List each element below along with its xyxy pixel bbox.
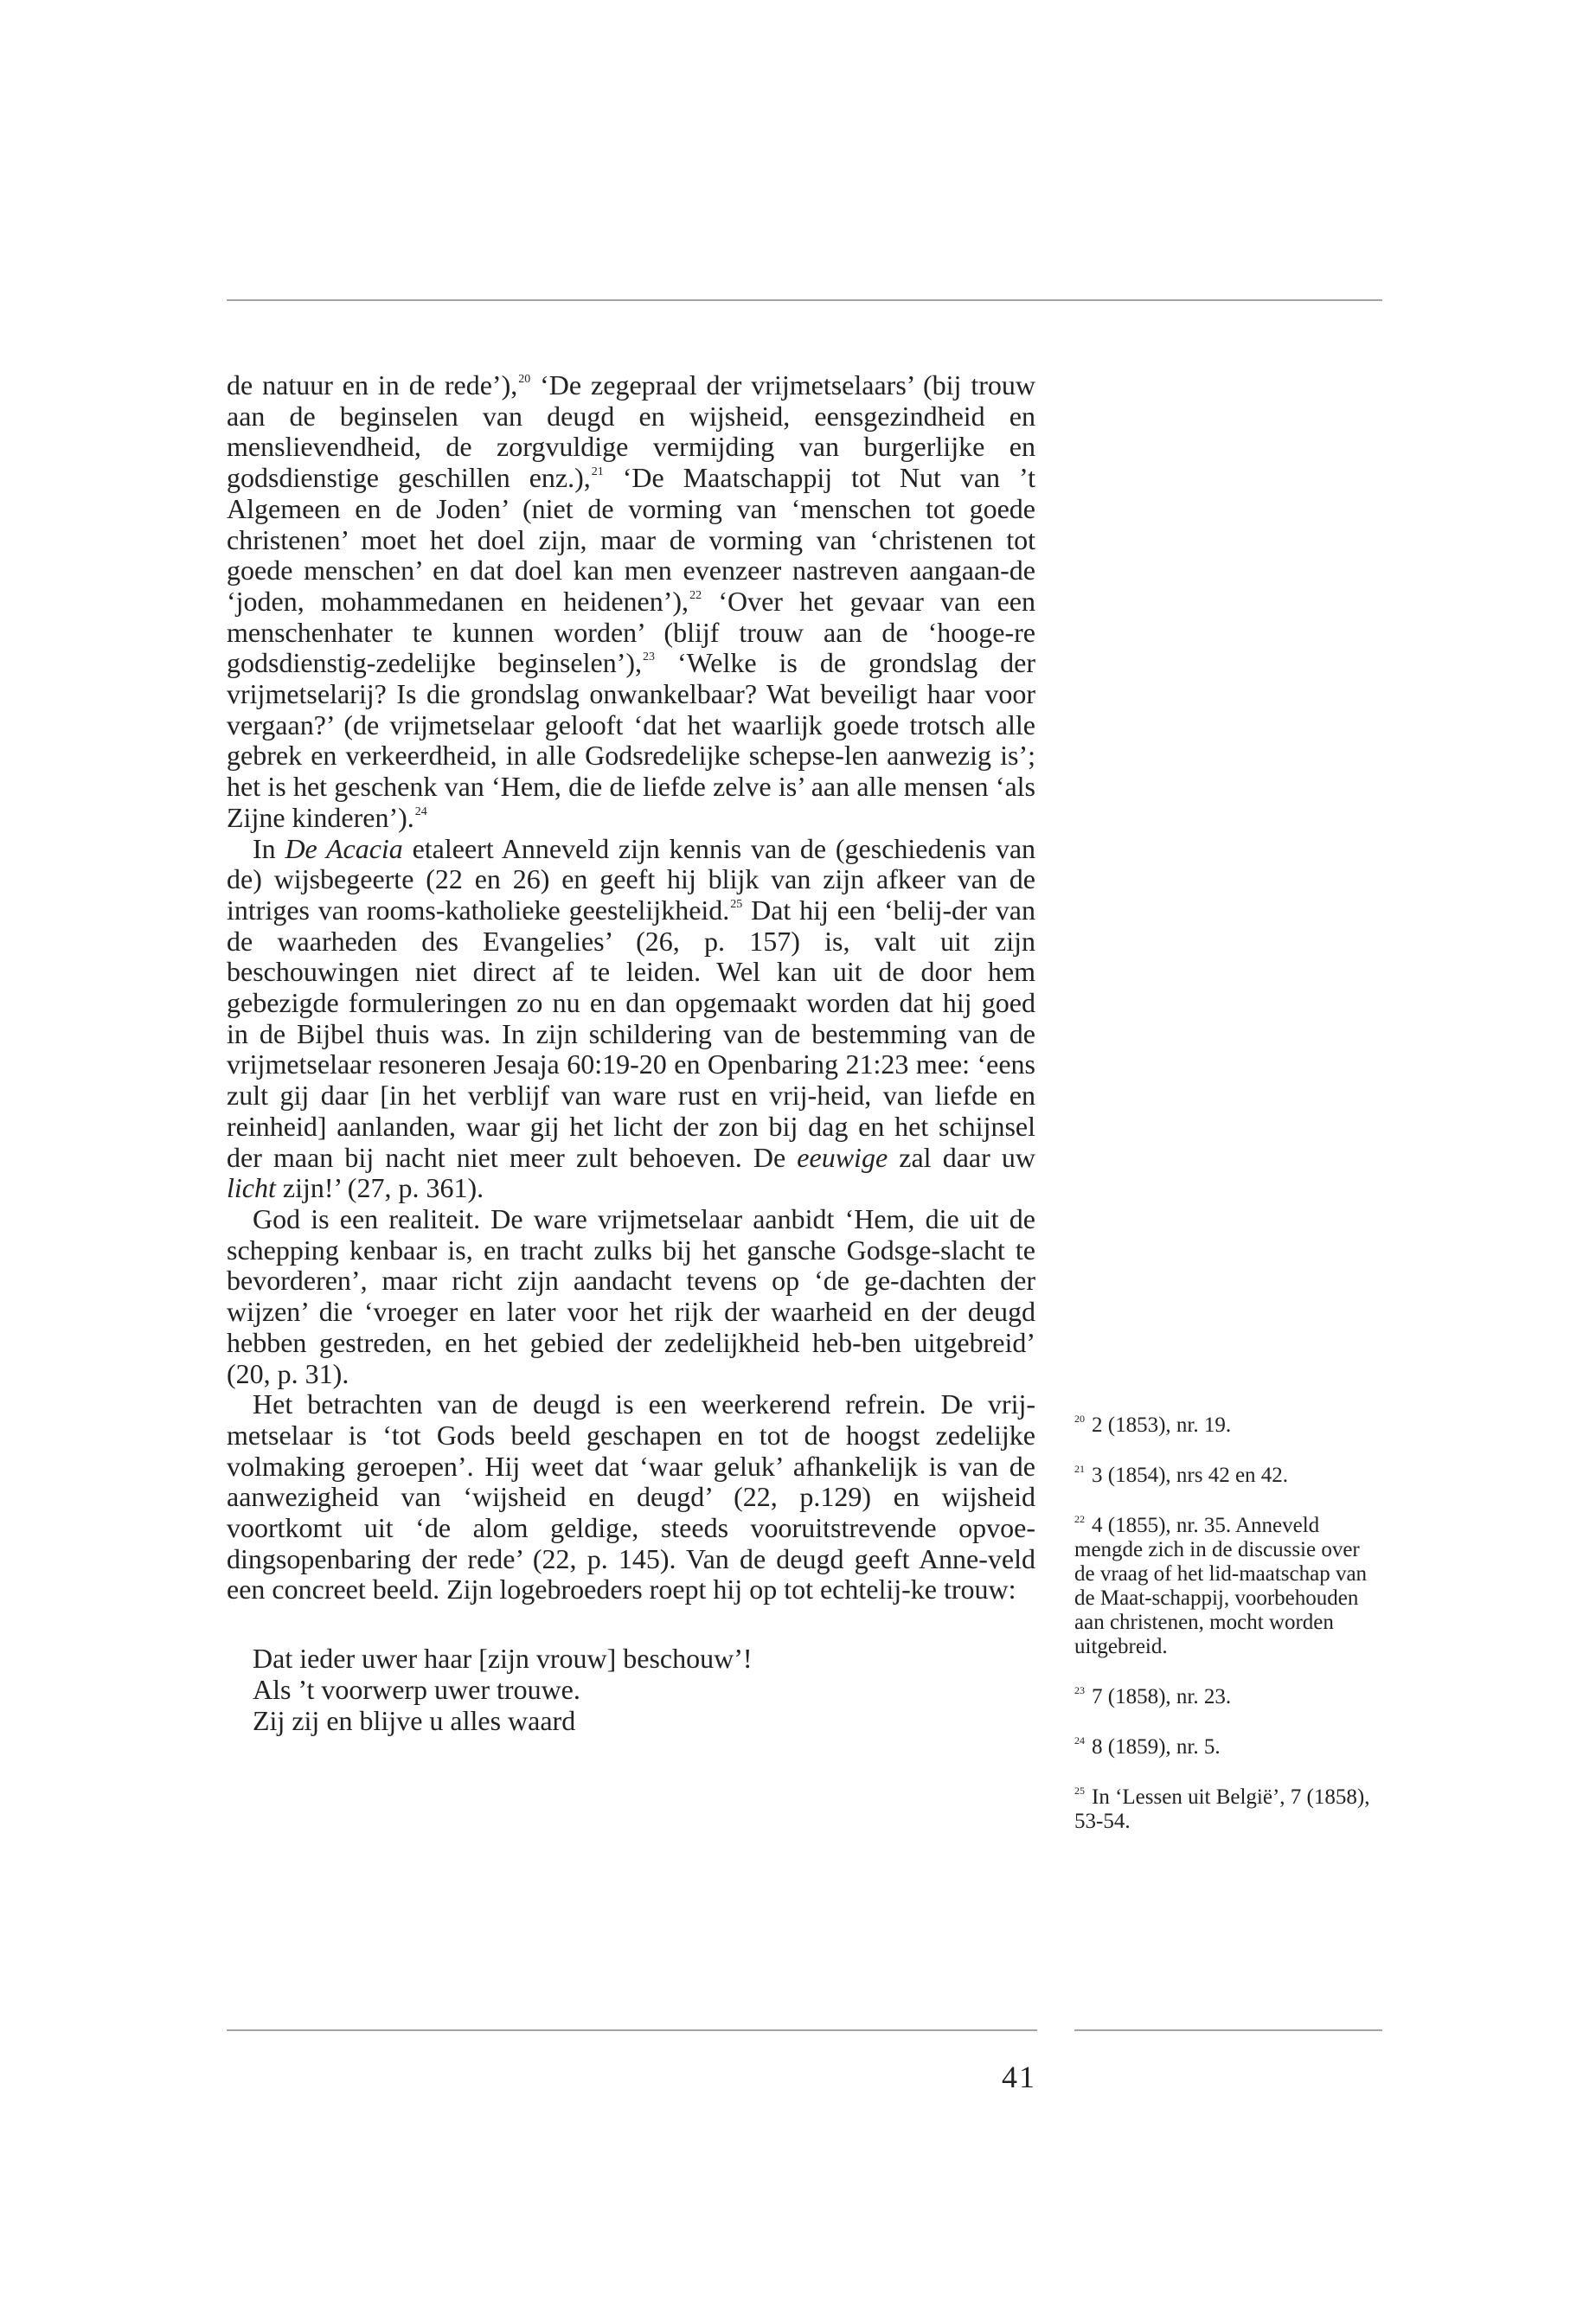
footnotes-column (1074, 1413, 1382, 1860)
footnote-number: 24 (1074, 1734, 1085, 1747)
footnote-ref-21[interactable]: 21 (591, 465, 604, 479)
paragraph-4: Het betrachten van de deugd is een weerkerend refrein. De vrij-metselaar is ‘tot Gods beeld geschapen en tot de hoogst zedelijke volmaking geroepen’. Hij weet dat ‘waar geluk’ afhankelijk is van de aanwezigheid van ‘wijsheid en deugd’ (22, p.129) en wijsheid voortkomt uit ‘de alom geldige, steeds vooruitstrevende opvoe-dingsopenbaring der rede’ (22, p. 145). Van de deugd geeft Anne-veld een concreet beeld. Zijn logebroeders roept hij op tot echtelij-ke trouw: (227, 1388, 1035, 1606)
footnote-22 (1074, 1514, 1382, 1659)
footnote-20 (1074, 1413, 1382, 1438)
footnote-24 (1074, 1735, 1382, 1759)
verse-line: Dat ieder uwer haar [zijn vrouw] beschouw’! (253, 1643, 753, 1675)
text-run: ‘De Maatschappij tot Nut van ’t Algemeen en de Joden’ (niet de vorming van ‘menschen tot goede christenen’ moet het doel zijn, maar de vorming van ‘christenen tot goede menschen’ en dat doel kan men evenzeer nastreven aangaan-de ‘joden, mohammedanen en heidenen’), (227, 462, 1036, 617)
footnote-21 (1074, 1464, 1382, 1488)
text-run: Dat hij een ‘belij-der van de waarheden des Evangelies’ (26, p. 157) is, valt uit zijn beschouwingen niet direct af te leiden. Wel kan uit de door hem gebezigde formuleringen zo nu en dan opgemaakt worden dat hij goed in de Bijbel thuis was. In zijn schildering van de bestemming van de vrijmetselaar resoneren Jesaja 60:19-20 en Openbaring 21:23 mee: ‘eens zult gij daar [in het verblijf van ware rust en vrij-heid, van liefde en reinheid] aanlanden, waar gij het licht der zon bij dag en het schijnsel der maan bij nacht niet meer zult behoeven. De (227, 894, 1036, 1173)
footnote-number: 25 (1074, 1785, 1085, 1797)
footnote-number: 22 (1074, 1513, 1085, 1525)
footnote-text: 7 (1858), nr. 23. (1092, 1685, 1232, 1708)
footnote-number: 23 (1074, 1684, 1085, 1696)
paragraph-2 (227, 834, 1035, 1204)
text-run: zal daar uw (888, 1141, 1036, 1173)
text-run: de natuur en in de rede’), (227, 369, 518, 401)
footnote-text: 3 (1854), nrs 42 en 42. (1092, 1464, 1289, 1487)
footnote-text: 8 (1859), nr. 5. (1092, 1735, 1221, 1759)
text-run: ‘De zegepraal der vrijmetselaars’ (bij trouw aan de beginselen van deugd en wijsheid, eensgezindheid en menslievendheid, de zorgvuldige vermijding van burgerlijke en godsdienstige geschillen enz.), (227, 369, 1036, 494)
footnote-23 (1074, 1685, 1382, 1709)
emphasis: eeuwige (797, 1141, 888, 1173)
paragraph-1 (227, 370, 1035, 834)
footnote-number: 20 (1074, 1413, 1085, 1425)
text-run: ‘Over het gevaar van een menschenhater te kunnen worden’ (blijf trouw aan de ‘hooge-re godsdienstig-zedelijke beginselen’), (227, 585, 1036, 679)
main-text-column (227, 370, 1035, 1736)
footnote-ref-24[interactable]: 24 (414, 804, 427, 818)
header-rule (227, 299, 1382, 301)
verse-line: Als ’t voorwerp uwer trouwe. (253, 1673, 580, 1705)
page-number: 41 (1002, 2060, 1036, 2094)
footnote-ref-23[interactable]: 23 (643, 651, 656, 664)
text-run: zijn!’ (27, p. 361). (275, 1172, 484, 1204)
footer-rule-main (227, 2029, 1037, 2031)
paragraph-3: God is een realiteit. De ware vrijmetselaar aanbidt ‘Hem, die uit de schepping kenbaar is, en tracht zulks bij het gansche Godsge-slacht te bevorderen’, maar richt zijn aandacht tevens op ‘de ge-dachten der wijzen’ die ‘vroeger en later voor het rijk der waarheid en der deugd hebben gestreden, en het gebied der zedelijkheid heb-ben uitgebreid’ (20, p. 31). (227, 1202, 1035, 1389)
footnote-ref-25[interactable]: 25 (730, 897, 743, 911)
text-run: In (253, 832, 285, 864)
footnote-number: 21 (1074, 1463, 1085, 1475)
emphasis: licht (227, 1172, 276, 1204)
text-run: etaleert Anneveld zijn kennis van de (geschiedenis van de) wijsbegeerte (22 en 26) en geeft hij blijk van zijn afkeer van de intriges van rooms-katholieke geestelijkheid. (227, 832, 1036, 926)
footnote-ref-22[interactable]: 22 (689, 588, 702, 602)
footnote-text: In ‘Lessen uit België’, 7 (1858), 53-54. (1074, 1785, 1370, 1833)
footer-rule-notes (1074, 2029, 1382, 2031)
journal-title: De Acacia (285, 832, 403, 864)
footnote-text: 4 (1855), nr. 35. Anneveld mengde zich in de discussie over de vraag of het lid-maatschap van de Maat-schappij, voorbehouden aan christenen, mocht worden uitgebreid. (1074, 1514, 1368, 1658)
text-run: ‘Welke is de grondslag der vrijmetselarij? Is die grondslag onwankelbaar? Wat beveiligt haar voor vergaan?’ (de vrijmetselaar gelooft ‘dat het waarlijk goede trotsch alle gebrek en verkeerdheid, in alle Godsredelijke schepse-len aanwezig is’; het is het geschenk van ‘Hem, die de liefde zelve is’ aan alle mensen ‘als Zijne kinderen’). (227, 647, 1035, 833)
footnote-25 (1074, 1785, 1382, 1834)
verse-line: Zij zij en blijve u alles waard (253, 1704, 576, 1736)
footnote-text: 2 (1853), nr. 19. (1092, 1413, 1232, 1437)
verse-quote (253, 1644, 1035, 1736)
footnote-ref-20[interactable]: 20 (518, 373, 531, 386)
